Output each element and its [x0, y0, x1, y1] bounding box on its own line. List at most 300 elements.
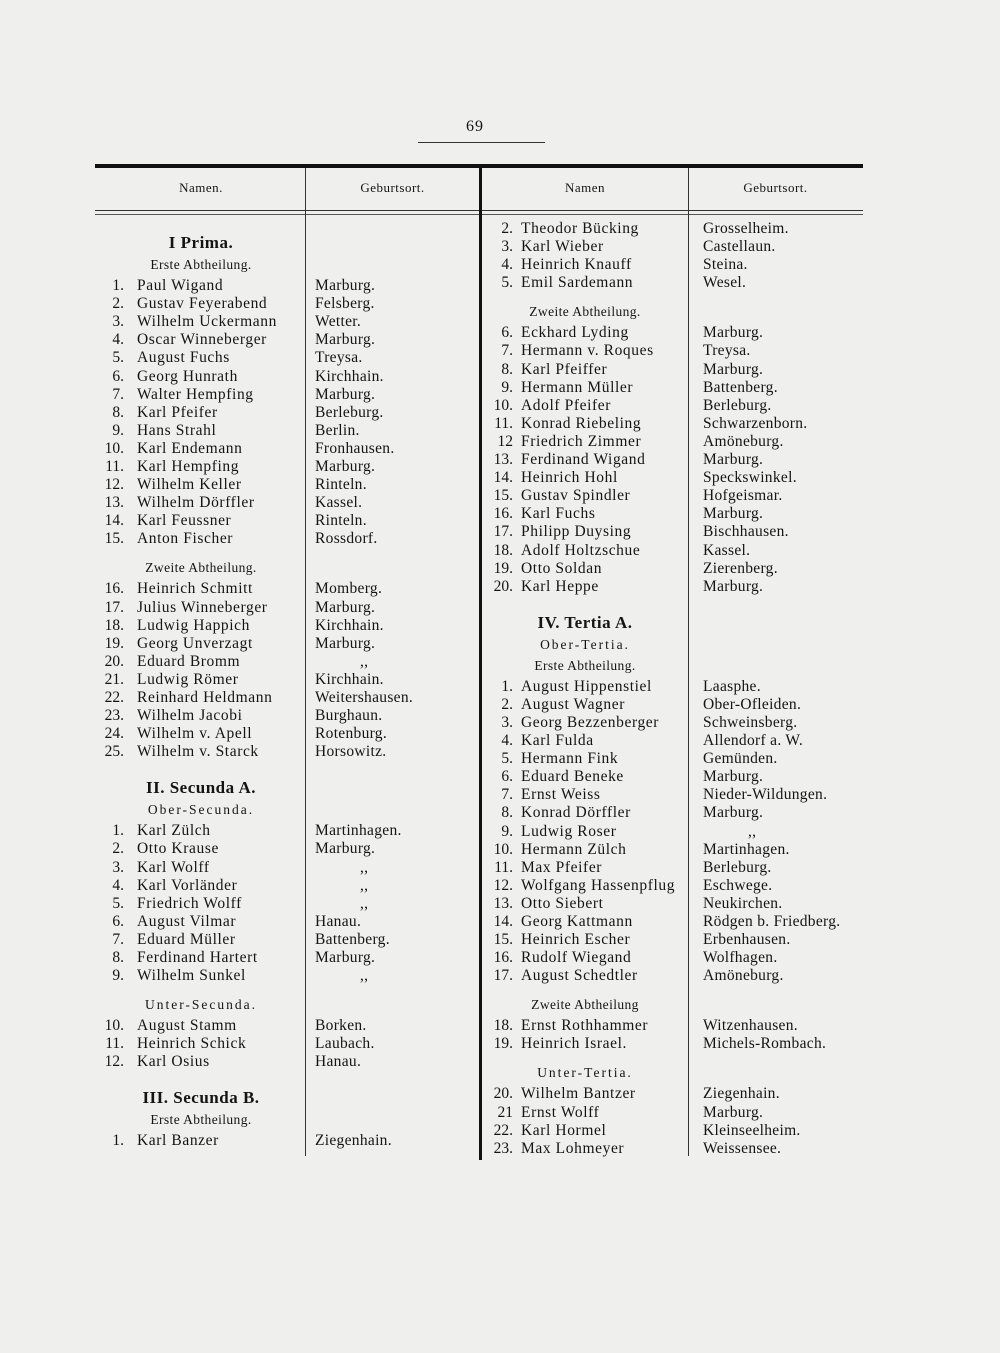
student-row [0, 469, 1000, 487]
student-name: Karl Wolff [137, 858, 210, 876]
student-name: Karl Heppe [521, 577, 599, 595]
student-name: Julius Winneberger [137, 598, 268, 616]
student-row [0, 342, 1000, 360]
student-row [0, 804, 1000, 822]
birthplace: Steina. [703, 256, 748, 274]
row-number: 16. [493, 949, 513, 967]
birthplace: Wolfhagen. [703, 949, 778, 967]
birthplace: Kirchhain. [315, 616, 384, 634]
row-number: 12. [104, 1053, 124, 1071]
row-number: 12 [497, 432, 513, 450]
birthplace: Rinteln. [315, 512, 367, 530]
birthplace: Nieder-Wildungen. [703, 786, 828, 804]
birthplace: Berleburg. [315, 403, 384, 421]
row-number: 9. [112, 967, 124, 985]
birthplace: Fronhausen. [315, 439, 395, 457]
birthplace: Momberg. [315, 580, 383, 598]
student-row [0, 1017, 1000, 1035]
row-number: 2. [112, 840, 124, 858]
birthplace: Marburg. [703, 505, 764, 523]
row-number: 2. [112, 295, 124, 313]
birthplace: Battenberg. [703, 378, 778, 396]
birthplace: Speckswinkel. [703, 469, 797, 487]
student-name: August Wagner [521, 695, 625, 713]
student-row [0, 913, 1000, 931]
student-row [0, 786, 1000, 804]
row-number: 9. [112, 421, 124, 439]
birthplace: Burghaun. [315, 707, 383, 725]
student-row [0, 841, 1000, 859]
birthplace: Marburg. [315, 458, 376, 475]
row-number: 20. [104, 652, 124, 670]
student-name: Eduard Müller [137, 930, 236, 948]
row-number: 3. [501, 713, 513, 731]
row-number: 16. [104, 580, 124, 598]
student-name: Wilhelm v. Starck [137, 743, 259, 761]
student-name: Ernst Rothhammer [521, 1017, 649, 1035]
student-name: Wolfgang Hassenpflug [521, 876, 676, 894]
student-name: August Hippenstiel [521, 677, 652, 695]
student-name: Max Lohmeyer [521, 1139, 625, 1157]
student-row [0, 324, 1000, 342]
birthplace: Neukirchen. [703, 894, 783, 912]
class-heading: II. Secunda A. [146, 778, 256, 798]
row-number: 8. [112, 949, 124, 966]
birthplace: ,, [748, 822, 757, 840]
student-row [0, 560, 1000, 578]
birthplace: Treysa. [315, 349, 363, 367]
section-subheading: Erste Abtheilung. [150, 257, 252, 272]
student-name: Hermann v. Roques [521, 342, 654, 360]
student-row [0, 768, 1000, 786]
student-row [0, 397, 1000, 415]
row-number: 1. [112, 822, 124, 840]
birthplace: Marburg. [315, 385, 376, 403]
student-row [0, 220, 1000, 238]
student-row [0, 859, 1000, 877]
birthplace: Berleburg. [703, 396, 772, 414]
row-number: 11. [494, 414, 513, 432]
student-name: Eduard Beneke [521, 768, 624, 786]
row-number: 1. [501, 677, 513, 695]
birthplace: Marburg. [315, 634, 376, 652]
row-number: 14. [493, 469, 513, 487]
student-row [0, 1140, 1000, 1158]
birthplace: Amöneburg. [703, 967, 784, 985]
student-name: Heinrich Escher [521, 931, 631, 949]
student-name: Ferdinand Wigand [521, 451, 646, 468]
student-name: Oscar Winneberger [137, 331, 267, 349]
row-number: 19. [493, 559, 513, 577]
student-name: Karl Endemann [137, 439, 243, 457]
birthplace: Kassel. [703, 541, 751, 559]
student-name: August Stamm [137, 1017, 237, 1035]
row-number: 4. [501, 732, 513, 749]
header-names-right: Namen [564, 180, 606, 195]
row-number: 9. [501, 378, 513, 396]
birthplace: Marburg. [315, 598, 376, 616]
page-number-rule [418, 142, 545, 143]
class-heading: IV. Tertia A. [537, 612, 633, 632]
student-name: Ferdinand Hartert [137, 949, 258, 966]
student-name: Ludwig Roser [521, 822, 617, 840]
row-number: 11. [105, 1035, 124, 1053]
student-name: Adolf Pfeifer [521, 396, 612, 414]
student-name: Karl Hormel [521, 1121, 607, 1139]
student-name: Karl Banzer [137, 1132, 219, 1150]
row-number: 12. [104, 476, 124, 494]
student-row [0, 967, 1000, 985]
student-name: August Vilmar [137, 912, 237, 930]
birthplace: ,, [360, 894, 369, 912]
row-number: 19. [493, 1035, 513, 1053]
row-number: 6. [501, 324, 513, 342]
row-number: 8. [501, 360, 513, 378]
section-subheading: Zweite Abtheilung. [529, 304, 641, 320]
birthplace: ,, [360, 652, 369, 670]
row-number: 17. [493, 967, 513, 985]
student-name: Max Pfeifer [521, 858, 603, 876]
student-name: August Schedtler [521, 967, 638, 985]
student-name: Paul Wigand [137, 277, 224, 294]
row-number: 13. [104, 494, 124, 512]
row-number: 25. [104, 743, 124, 761]
row-number: 16. [493, 505, 513, 523]
student-row [0, 1104, 1000, 1122]
birthplace: Witzenhausen. [703, 1017, 798, 1035]
birthplace: Felsberg. [315, 295, 375, 313]
row-number: 1. [112, 1132, 124, 1150]
student-name: August Fuchs [137, 349, 230, 367]
student-name: Wilhelm Dörffler [137, 494, 255, 512]
student-row [0, 379, 1000, 397]
row-number: 14. [493, 913, 513, 930]
row-number: 21 [497, 1103, 513, 1121]
birthplace: Borken. [315, 1017, 367, 1035]
birthplace: Bischhausen. [703, 523, 789, 541]
student-name: Ernst Wolff [521, 1103, 600, 1121]
birthplace: Marburg. [703, 577, 764, 595]
student-name: Karl Zülch [137, 822, 211, 840]
student-row [0, 678, 1000, 696]
student-name: Karl Vorländer [137, 876, 238, 894]
student-name: Ludwig Happich [137, 616, 251, 634]
student-name: Hermann Zülch [521, 840, 627, 858]
row-number: 5. [501, 750, 513, 768]
student-name: Reinhard Heldmann [137, 689, 273, 706]
row-number: 2. [501, 220, 513, 237]
birthplace: Grosselheim. [703, 220, 789, 237]
birthplace: Battenberg. [315, 930, 390, 948]
row-number: 15. [493, 931, 513, 949]
student-row [0, 1035, 1000, 1053]
row-number: 10. [493, 840, 513, 858]
student-name: Karl Feussner [137, 512, 232, 530]
birthplace: Weitershausen. [315, 689, 414, 706]
student-row [0, 451, 1000, 469]
student-row [0, 696, 1000, 714]
section-subheading: Zweite Abtheilung. [145, 560, 257, 576]
student-name: Eduard Bromm [137, 652, 241, 670]
birthplace: Marburg. [703, 324, 764, 342]
birthplace: Marburg. [703, 360, 764, 378]
section-subheading: Erste Abtheilung. [150, 1112, 252, 1128]
student-row [0, 523, 1000, 541]
row-number: 18. [493, 1017, 513, 1035]
student-name: Heinrich Israel. [521, 1035, 627, 1053]
row-number: 5. [112, 349, 124, 367]
student-name: Wilhelm Sunkel [137, 967, 246, 985]
student-row [0, 877, 1000, 895]
row-number: 21. [104, 670, 124, 688]
birthplace: ,, [360, 858, 369, 876]
student-row [0, 433, 1000, 451]
section-subheading: Ober-Tertia. [540, 636, 630, 652]
birthplace: Wesel. [703, 274, 747, 292]
row-number: 17. [104, 598, 124, 616]
birthplace: Marburg. [703, 768, 764, 786]
student-name: Georg Unverzagt [137, 634, 253, 652]
row-number: 22. [104, 689, 124, 706]
birthplace: Hanau. [315, 912, 362, 930]
birthplace: Amöneburg. [703, 432, 784, 450]
section-subheading: Unter-Secunda. [144, 997, 258, 1013]
row-number: 8. [112, 403, 124, 421]
row-number: 6. [112, 367, 124, 385]
student-name: Wilhelm Keller [137, 476, 242, 494]
row-number: 19. [104, 634, 124, 652]
section-subheading: Zweite Abtheilung [531, 997, 639, 1013]
row-number: 10. [493, 396, 513, 414]
row-number: 23. [104, 707, 124, 725]
row-number: 6. [112, 912, 124, 930]
header-names-left: Namen. [179, 180, 223, 195]
row-number: 10. [104, 1017, 124, 1035]
student-name: Friedrich Wolff [137, 894, 242, 912]
student-row [0, 931, 1000, 949]
row-number: 4. [501, 256, 513, 274]
class-heading: III. Secunda B. [142, 1088, 260, 1108]
birthplace: Weissensee. [703, 1139, 782, 1157]
row-number: 5. [501, 274, 513, 292]
header-birthplace-right: Geburtsort. [743, 180, 808, 195]
header-birthplace-left: Geburtsort. [360, 180, 425, 195]
row-number: 7. [112, 385, 124, 403]
section-subheading: Unter-Tertia. [537, 1065, 633, 1081]
student-name: Wilhelm Uckermann [137, 313, 277, 331]
birthplace: Rinteln. [315, 476, 367, 494]
student-row [0, 895, 1000, 913]
row-number: 18. [104, 616, 124, 634]
student-row [0, 1122, 1000, 1140]
birthplace: Allendorf a. W. [703, 732, 804, 749]
student-name: Wilhelm Jacobi [137, 707, 243, 725]
student-name: Heinrich Schmitt [137, 580, 253, 598]
student-row [0, 542, 1000, 560]
student-name: Hermann Fink [521, 750, 619, 768]
birthplace: ,, [360, 967, 369, 985]
birthplace: Hanau. [315, 1053, 362, 1071]
row-number: 13. [493, 451, 513, 468]
birthplace: Kleinseelheim. [703, 1121, 801, 1139]
birthplace: Eschwege. [703, 876, 773, 894]
student-name: Adolf Holtzschue [521, 541, 641, 559]
student-name: Konrad Dörffler [521, 804, 631, 822]
row-number: 2. [501, 695, 513, 713]
row-number: 4. [112, 331, 124, 349]
birthplace: Berleburg. [703, 858, 772, 876]
student-name: Hans Strahl [137, 421, 217, 439]
row-number: 15. [104, 530, 124, 548]
birthplace: Castellaun. [703, 238, 776, 256]
row-number: 13. [493, 894, 513, 912]
row-number: 11. [494, 858, 513, 876]
student-name: Karl Osius [137, 1053, 210, 1071]
section-subheading: Ober-Secunda. [147, 802, 255, 818]
row-number: 3. [112, 313, 124, 331]
student-name: Konrad Riebeling [521, 414, 642, 432]
row-number: 20. [493, 577, 513, 595]
student-name: Otto Siebert [521, 894, 604, 912]
birthplace: Marburg. [315, 277, 376, 294]
row-number: 20. [493, 1085, 513, 1103]
student-name: Heinrich Schick [137, 1035, 247, 1053]
birthplace: Ober-Ofleiden. [703, 695, 802, 713]
birthplace: Marburg. [703, 451, 764, 468]
row-number: 7. [112, 930, 124, 948]
student-name: Walter Hempfing [137, 385, 254, 403]
row-number: 3. [112, 858, 124, 876]
student-name: Wilhelm Bantzer [521, 1085, 636, 1103]
student-name: Otto Krause [137, 840, 219, 858]
student-row [0, 750, 1000, 768]
student-row [0, 823, 1000, 841]
row-number: 3. [501, 238, 513, 256]
student-name: Otto Soldan [521, 559, 603, 577]
row-number: 18. [493, 541, 513, 559]
student-name: Rudolf Wiegand [521, 949, 632, 967]
birthplace: Marburg. [703, 1103, 764, 1121]
student-name: Emil Sardemann [521, 274, 634, 292]
row-number: 11. [105, 458, 124, 475]
student-name: Gustav Feyerabend [137, 295, 268, 313]
birthplace: Marburg. [703, 804, 764, 822]
birthplace: Kassel. [315, 494, 363, 512]
birthplace: Laubach. [315, 1035, 375, 1053]
birthplace: Erbenhausen. [703, 931, 791, 949]
row-number: 6. [501, 768, 513, 786]
student-row [0, 714, 1000, 732]
birthplace: Berlin. [315, 421, 360, 439]
birthplace: Marburg. [315, 949, 376, 966]
birthplace: Horsowitz. [315, 743, 387, 761]
row-number: 5. [112, 894, 124, 912]
row-number: 17. [493, 523, 513, 541]
section-subheading: Erste Abtheilung. [534, 657, 636, 673]
birthplace: Hofgeismar. [703, 487, 783, 505]
row-number: 15. [493, 487, 513, 505]
student-name: Heinrich Knauff [521, 256, 632, 274]
student-row [0, 578, 1000, 596]
student-row [0, 487, 1000, 505]
student-name: Karl Fuchs [521, 505, 596, 523]
birthplace: Treysa. [703, 342, 751, 360]
student-name: Philipp Duysing [521, 523, 632, 541]
student-name: Hermann Müller [521, 378, 634, 396]
birthplace: Kirchhain. [315, 670, 384, 688]
student-name: Karl Pfeifer [137, 403, 218, 421]
student-name: Anton Fischer [137, 530, 234, 548]
student-name: Georg Kattmann [521, 913, 633, 930]
student-row [0, 732, 1000, 750]
birthplace: Rossdorf. [315, 530, 378, 548]
student-name: Karl Fulda [521, 732, 594, 749]
student-name: Wilhelm v. Apell [137, 725, 253, 743]
student-name: Friedrich Zimmer [521, 432, 642, 450]
birthplace: Gemünden. [703, 750, 778, 768]
birthplace: Rödgen b. Friedberg. [703, 913, 841, 930]
row-number: 1. [112, 277, 124, 294]
row-number: 24. [104, 725, 124, 743]
row-number: 12. [493, 876, 513, 894]
birthplace: Marburg. [315, 331, 376, 349]
student-row [0, 415, 1000, 433]
student-name: Karl Wieber [521, 238, 604, 256]
student-row [0, 274, 1000, 292]
birthplace: Martinhagen. [315, 822, 402, 840]
row-number: 8. [501, 804, 513, 822]
student-name: Eckhard Lyding [521, 324, 629, 342]
row-number: 14. [104, 512, 124, 530]
birthplace: Zierenberg. [703, 559, 778, 577]
student-row [0, 256, 1000, 274]
birthplace: Marburg. [315, 840, 376, 858]
birthplace: Schwarzenborn. [703, 414, 808, 432]
birthplace: ,, [360, 876, 369, 894]
birthplace: Martinhagen. [703, 840, 790, 858]
student-name: Ludwig Römer [137, 670, 239, 688]
student-name: Theodor Bücking [521, 220, 639, 237]
birthplace: Michels-Rombach. [703, 1035, 827, 1053]
student-row [0, 238, 1000, 256]
page-number: 69 [466, 118, 484, 135]
row-number: 4. [112, 876, 124, 894]
student-name: Ernst Weiss [521, 786, 601, 804]
birthplace: Ziegenhain. [315, 1132, 392, 1150]
student-name: Heinrich Hohl [521, 469, 618, 487]
student-row [0, 361, 1000, 379]
student-row [0, 505, 1000, 523]
row-number: 22. [493, 1121, 513, 1139]
student-name: Georg Hunrath [137, 367, 238, 385]
student-row [0, 949, 1000, 967]
row-number: 7. [501, 786, 513, 804]
birthplace: Schweinsberg. [703, 713, 798, 731]
class-heading: I Prima. [168, 233, 234, 252]
birthplace: Ziegenhain. [703, 1085, 780, 1103]
student-name: Gustav Spindler [521, 487, 631, 505]
student-name: Karl Pfeiffer [521, 360, 608, 378]
birthplace: Laasphe. [703, 677, 761, 695]
student-name: Georg Bezzenberger [521, 713, 660, 731]
student-row [0, 1085, 1000, 1103]
row-number: 10. [104, 439, 124, 457]
birthplace: Wetter. [315, 313, 362, 331]
row-number: 23. [493, 1139, 513, 1157]
student-name: Karl Hempfing [137, 458, 240, 475]
row-number: 9. [501, 822, 513, 840]
birthplace: Kirchhain. [315, 367, 384, 385]
